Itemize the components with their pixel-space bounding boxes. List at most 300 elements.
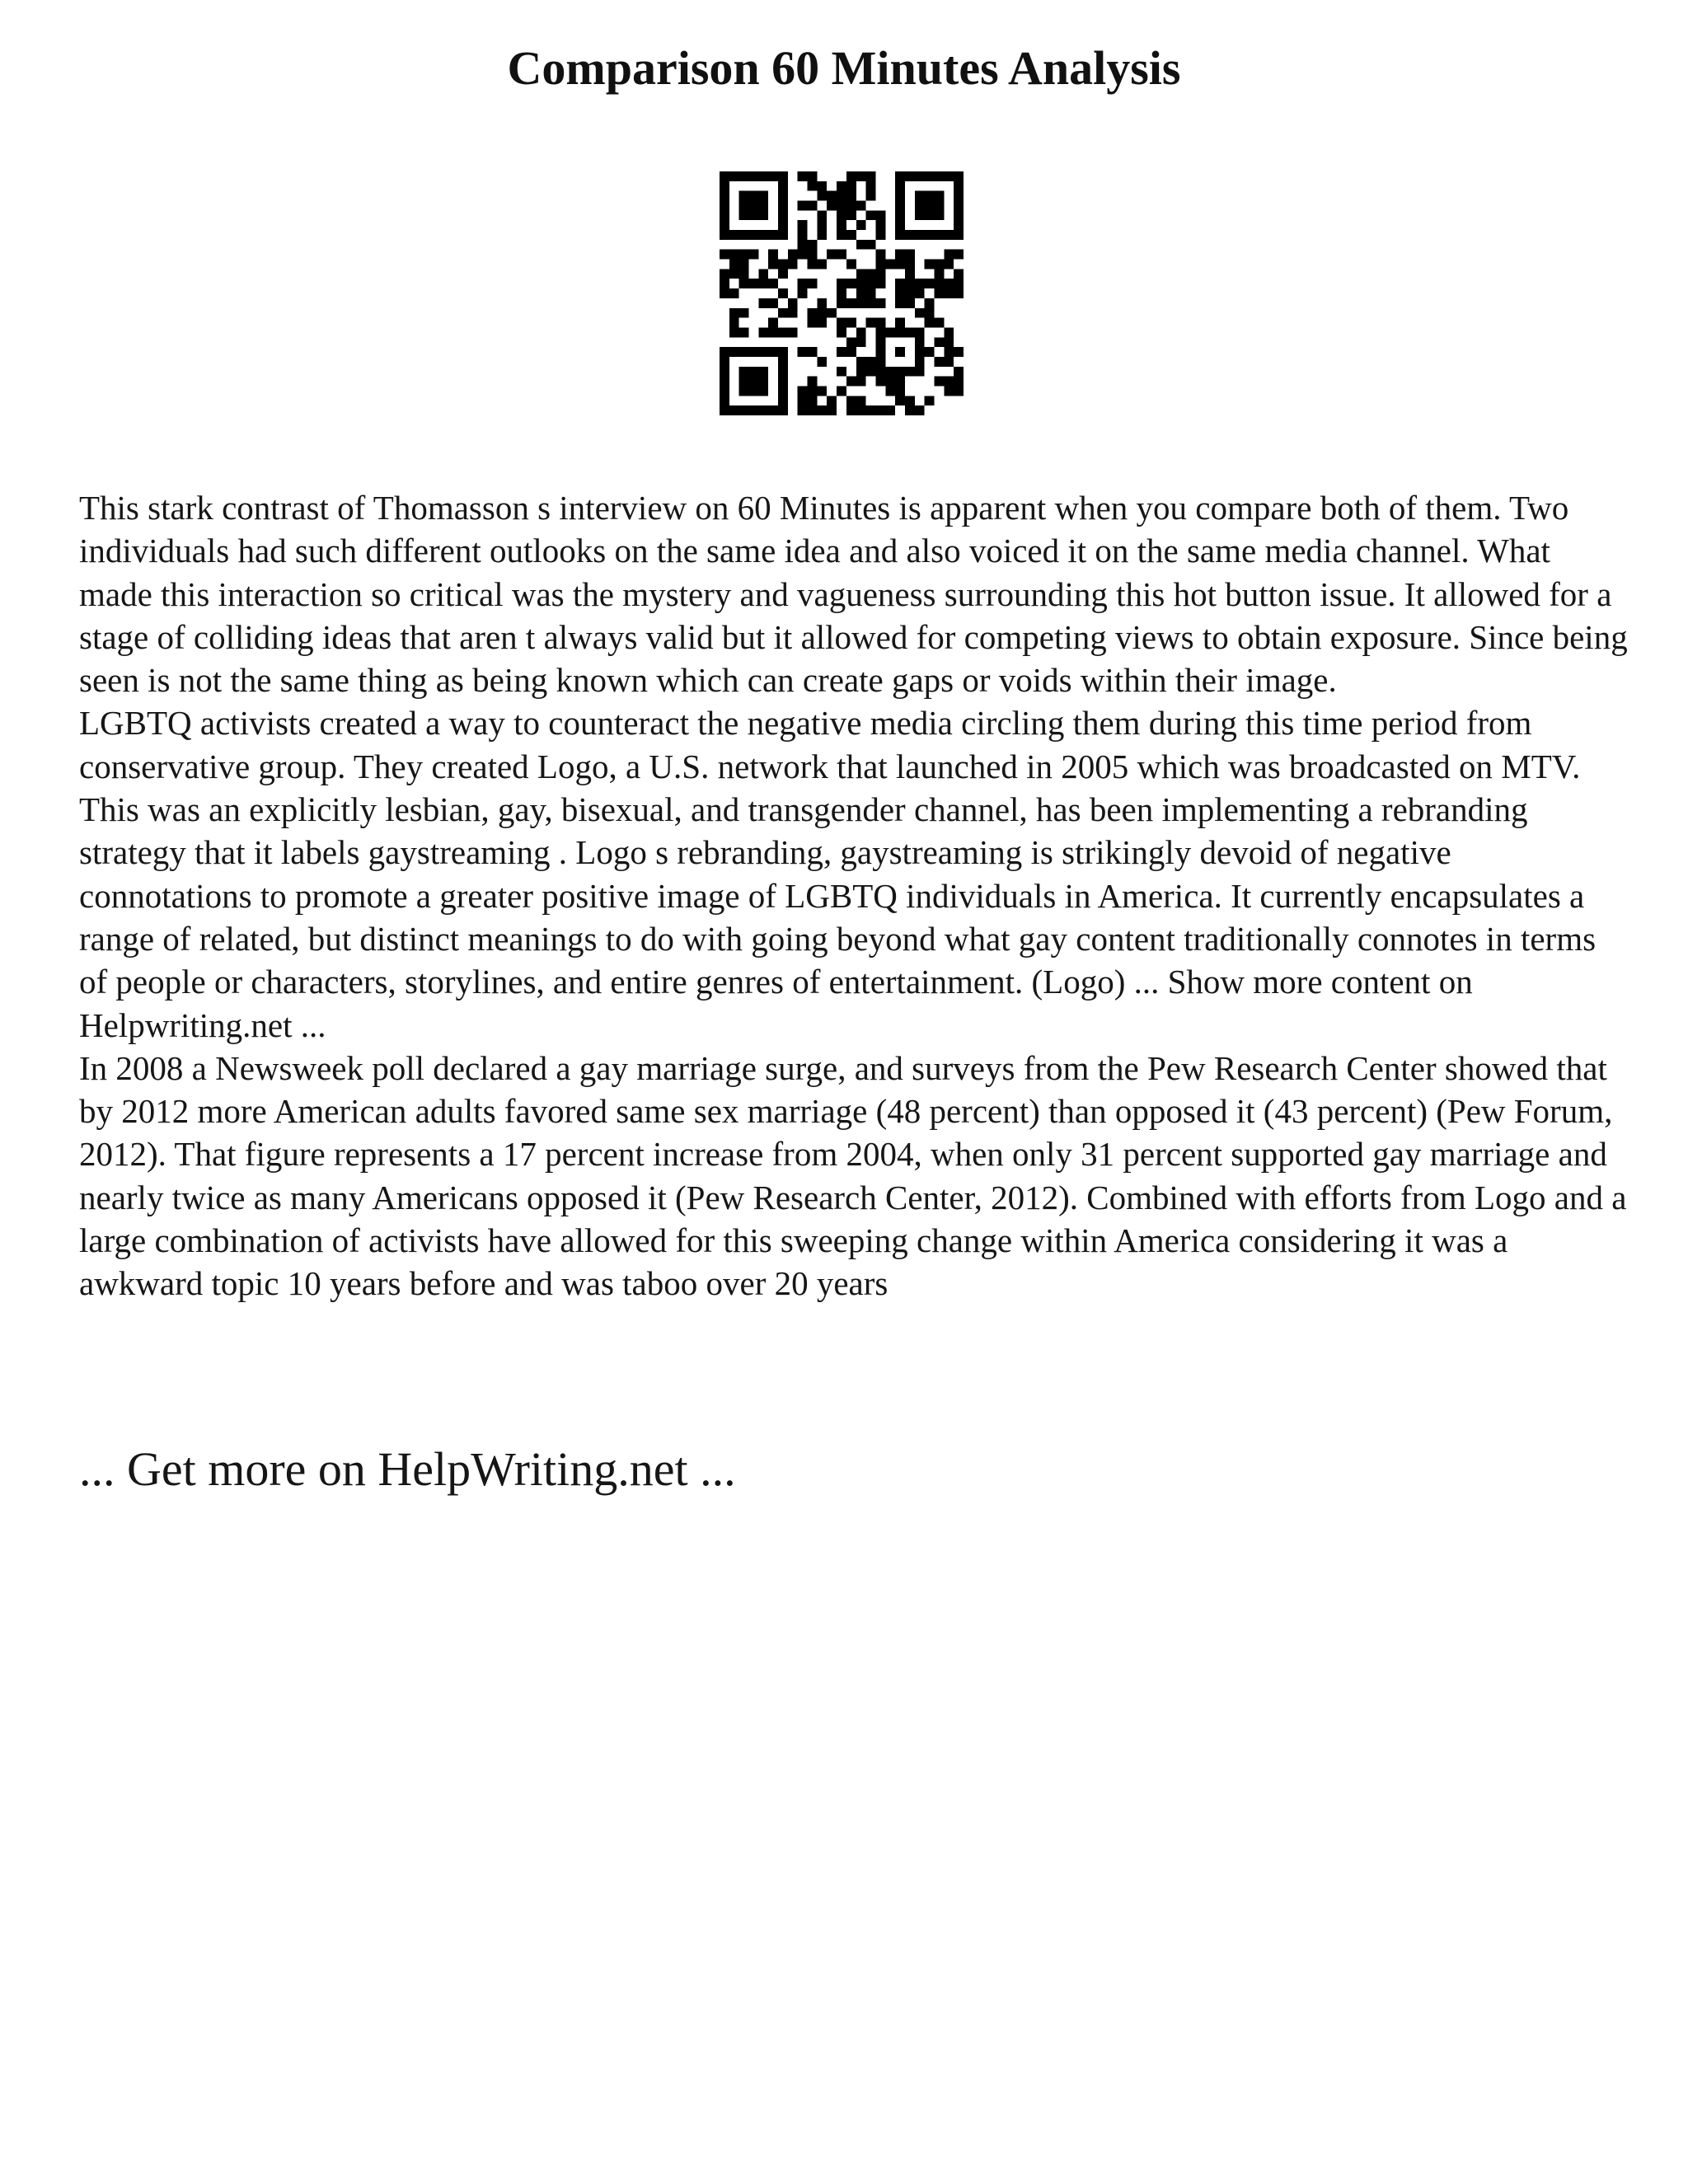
qr-module xyxy=(758,279,768,288)
qr-module xyxy=(934,201,944,211)
qr-module xyxy=(875,298,885,308)
qr-module xyxy=(720,288,729,298)
qr-module xyxy=(905,260,915,269)
qr-module xyxy=(954,210,964,220)
qr-module xyxy=(954,250,964,260)
qr-module xyxy=(954,191,964,201)
qr-module xyxy=(837,279,846,288)
qr-module xyxy=(905,405,915,415)
qr-module xyxy=(798,201,808,211)
qr-module xyxy=(875,250,885,260)
qr-module xyxy=(827,405,837,415)
qr-module xyxy=(944,377,954,387)
qr-module xyxy=(895,181,905,191)
qr-module xyxy=(925,347,935,357)
qr-module xyxy=(925,260,935,269)
qr-module xyxy=(934,269,944,279)
qr-module xyxy=(720,230,729,240)
qr-module xyxy=(798,250,808,260)
qr-module xyxy=(944,230,954,240)
qr-module xyxy=(885,260,895,269)
qr-module xyxy=(808,279,818,288)
qr-module xyxy=(837,327,846,337)
qr-module xyxy=(875,210,885,220)
qr-module xyxy=(739,327,749,337)
qr-module xyxy=(768,230,778,240)
qr-module xyxy=(846,279,856,288)
qr-module xyxy=(720,279,729,288)
qr-module xyxy=(895,298,905,308)
qr-module xyxy=(758,386,768,396)
qr-module xyxy=(846,396,856,405)
qr-module xyxy=(758,405,768,415)
qr-module xyxy=(915,367,925,377)
qr-module xyxy=(846,405,856,415)
qr-module xyxy=(856,288,866,298)
qr-module xyxy=(720,396,729,405)
qr-module xyxy=(866,288,876,298)
qr-module xyxy=(915,308,925,318)
qr-module xyxy=(837,288,846,298)
qr-module xyxy=(856,240,866,250)
qr-module xyxy=(905,279,915,288)
qr-module xyxy=(749,377,759,387)
qr-module xyxy=(817,308,827,318)
qr-module xyxy=(720,220,729,230)
qr-module xyxy=(915,210,925,220)
qr-module xyxy=(749,191,759,201)
qr-module xyxy=(758,171,768,181)
qr-module xyxy=(758,210,768,220)
qr-module xyxy=(885,377,895,387)
qr-module xyxy=(954,279,964,288)
qr-module xyxy=(846,377,856,387)
qr-module xyxy=(915,191,925,201)
qr-module xyxy=(749,367,759,377)
qr-module xyxy=(846,318,856,328)
qr-module xyxy=(915,288,925,298)
qr-module xyxy=(739,210,749,220)
qr-module xyxy=(944,337,954,347)
qr-module xyxy=(778,357,788,367)
qr-module xyxy=(895,171,905,181)
qr-module xyxy=(895,347,905,357)
qr-module xyxy=(720,171,729,181)
qr-module xyxy=(866,191,876,201)
qr-module xyxy=(778,230,788,240)
qr-module xyxy=(954,377,964,387)
qr-module xyxy=(934,191,944,201)
qr-module xyxy=(837,318,846,328)
qr-module xyxy=(798,288,808,298)
qr-module xyxy=(778,347,788,357)
qr-module xyxy=(798,405,808,415)
qr-module xyxy=(720,250,729,260)
qr-module xyxy=(788,308,798,318)
qr-module xyxy=(875,260,885,269)
qr-module xyxy=(875,279,885,288)
paragraph-1: This stark contrast of Thomasson s interview on 60 Minutes is apparent when you compare both of them. Two individuals had such different outlooks on the same idea and also voiced it on the same media channel. What made this interaction so critical was the mystery and vagueness surrounding this hot button issue. It allowed for a stage of colliding ideas that aren t always valid but it allowed for competing views to obtain exposure. Since being seen is not the same thing as being known which can create gaps or voids within their image. xyxy=(79,489,1628,700)
qr-module xyxy=(846,210,856,220)
qr-module xyxy=(856,327,866,337)
qr-module xyxy=(778,405,788,415)
qr-module xyxy=(925,308,935,318)
qr-module xyxy=(739,171,749,181)
qr-module xyxy=(905,396,915,405)
qr-module xyxy=(905,298,915,308)
qr-module xyxy=(749,201,759,211)
get-more-link[interactable]: ... Get more on HelpWriting.net ... xyxy=(79,1442,736,1496)
qr-module xyxy=(905,230,915,240)
qr-module xyxy=(905,250,915,260)
qr-module xyxy=(720,269,729,279)
article-body xyxy=(79,486,1629,1305)
qr-module xyxy=(758,298,768,308)
qr-module xyxy=(817,357,827,367)
qr-module xyxy=(866,279,876,288)
qr-module xyxy=(905,367,915,377)
qr-module xyxy=(875,230,885,240)
qr-module xyxy=(944,327,954,337)
qr-module xyxy=(856,298,866,308)
qr-module xyxy=(856,377,866,387)
qr-module xyxy=(798,279,808,288)
qr-module xyxy=(729,230,739,240)
qr-module xyxy=(866,405,876,415)
qr-module xyxy=(778,367,788,377)
qr-module xyxy=(866,240,876,250)
qr-module xyxy=(875,318,885,328)
qr-module xyxy=(944,357,954,367)
qr-module xyxy=(925,279,935,288)
qr-module xyxy=(944,279,954,288)
qr-module xyxy=(905,171,915,181)
qr-module xyxy=(875,327,885,337)
qr-module xyxy=(895,386,905,396)
qr-module xyxy=(934,260,944,269)
qr-module xyxy=(837,250,846,260)
qr-module xyxy=(739,269,749,279)
qr-module xyxy=(875,367,885,377)
qr-module xyxy=(934,279,944,288)
qr-module xyxy=(875,269,885,279)
qr-module xyxy=(808,386,818,396)
qr-module xyxy=(778,171,788,181)
qr-module xyxy=(768,279,778,288)
qr-module xyxy=(749,279,759,288)
qr-module xyxy=(817,260,827,269)
qr-module xyxy=(798,347,808,357)
qr-module xyxy=(905,327,915,337)
qr-module xyxy=(749,405,759,415)
qr-module xyxy=(798,171,808,181)
qr-module xyxy=(758,347,768,357)
qr-module xyxy=(749,386,759,396)
qr-module xyxy=(856,357,866,367)
qr-module xyxy=(915,357,925,367)
qr-module xyxy=(778,181,788,191)
qr-module xyxy=(808,260,818,269)
qr-module xyxy=(808,377,818,387)
qr-module xyxy=(720,347,729,357)
qr-module xyxy=(856,171,866,181)
qr-module xyxy=(817,298,827,308)
qr-module xyxy=(895,191,905,201)
qr-module xyxy=(925,201,935,211)
qr-module xyxy=(788,260,798,269)
qr-module xyxy=(768,405,778,415)
qr-module xyxy=(798,240,808,250)
qr-module xyxy=(768,298,778,308)
qr-module xyxy=(817,386,827,396)
qr-module xyxy=(808,171,818,181)
qr-module xyxy=(778,191,788,201)
qr-module xyxy=(817,220,827,230)
qr-module xyxy=(846,181,856,191)
qr-module xyxy=(837,191,846,201)
qr-module xyxy=(827,396,837,405)
qr-module xyxy=(944,260,954,269)
qr-module xyxy=(798,220,808,230)
qr-module xyxy=(954,201,964,211)
qr-module xyxy=(798,230,808,240)
qr-module xyxy=(925,396,935,405)
qr-code-icon xyxy=(720,171,964,415)
qr-module xyxy=(739,308,749,318)
qr-module xyxy=(827,191,837,201)
qr-module xyxy=(954,367,964,377)
qr-module xyxy=(739,201,749,211)
qr-module xyxy=(866,269,876,279)
qr-module xyxy=(758,327,768,337)
qr-module xyxy=(749,171,759,181)
qr-module xyxy=(934,171,944,181)
qr-module xyxy=(934,210,944,220)
qr-module xyxy=(954,288,964,298)
qr-module xyxy=(866,298,876,308)
qr-module xyxy=(915,337,925,347)
qr-module xyxy=(778,396,788,405)
qr-module xyxy=(808,181,818,191)
qr-module xyxy=(788,327,798,337)
qr-module xyxy=(768,171,778,181)
qr-module xyxy=(885,405,895,415)
qr-module xyxy=(934,357,944,367)
paragraph-3: In 2008 a Newsweek poll declared a gay marriage surge, and surveys from the Pew Research Center showed that by 2012 more American adults favored same sex marriage (48 percent) than opposed it (43 percent) (Pew Forum, 2012). That figure represents a 17 percent increase from 2004, when only 31 percent supported gay marriage and nearly twice as many Americans opposed it (Pew Research Center, 2012). Combined with efforts from Logo and a large combination of activists have allowed for this sweeping change within America considering it was a awkward topic 10 years before and was taboo over 20 years xyxy=(79,1048,1627,1303)
qr-module xyxy=(866,367,876,377)
qr-module xyxy=(895,260,905,269)
qr-module xyxy=(915,171,925,181)
qr-module xyxy=(808,405,818,415)
qr-module xyxy=(954,386,964,396)
qr-module xyxy=(837,181,846,191)
qr-module xyxy=(846,260,856,269)
qr-module xyxy=(875,405,885,415)
qr-module xyxy=(837,220,846,230)
qr-module xyxy=(778,377,788,387)
qr-module xyxy=(934,377,944,387)
qr-module xyxy=(729,269,739,279)
qr-module xyxy=(895,327,905,337)
qr-module xyxy=(808,240,818,250)
qr-module xyxy=(866,171,876,181)
qr-module xyxy=(856,279,866,288)
qr-module xyxy=(749,210,759,220)
qr-module xyxy=(817,210,827,220)
qr-module xyxy=(925,230,935,240)
qr-module xyxy=(778,210,788,220)
qr-module xyxy=(915,230,925,240)
qr-module xyxy=(808,308,818,318)
qr-module xyxy=(778,288,788,298)
qr-module xyxy=(739,250,749,260)
qr-module xyxy=(895,396,905,405)
qr-module xyxy=(749,230,759,240)
qr-module xyxy=(837,298,846,308)
qr-module xyxy=(768,318,778,328)
qr-module xyxy=(729,318,739,328)
qr-module xyxy=(895,230,905,240)
qr-module xyxy=(934,337,944,347)
qr-module xyxy=(827,250,837,260)
qr-module xyxy=(954,230,964,240)
qr-module xyxy=(817,405,827,415)
qr-module xyxy=(739,230,749,240)
qr-module xyxy=(885,386,895,396)
qr-module xyxy=(720,377,729,387)
qr-module xyxy=(895,220,905,230)
qr-module xyxy=(925,171,935,181)
qr-module xyxy=(866,357,876,367)
qr-module xyxy=(720,191,729,201)
qr-module xyxy=(875,347,885,357)
qr-module xyxy=(808,250,818,260)
qr-module xyxy=(720,181,729,191)
qr-module xyxy=(895,201,905,211)
qr-module xyxy=(875,377,885,387)
qr-module xyxy=(817,181,827,191)
qr-module xyxy=(885,327,895,337)
qr-module xyxy=(758,367,768,377)
qr-module xyxy=(798,386,808,396)
qr-module xyxy=(729,405,739,415)
qr-module xyxy=(925,298,935,308)
document-title: Comparison 60 Minutes Analysis xyxy=(507,41,1181,95)
qr-module xyxy=(944,288,954,298)
qr-module xyxy=(729,171,739,181)
qr-module xyxy=(944,250,954,260)
qr-module xyxy=(778,260,788,269)
qr-module xyxy=(915,201,925,211)
qr-module xyxy=(856,201,866,211)
qr-module xyxy=(827,308,837,318)
qr-module xyxy=(758,230,768,240)
qr-module xyxy=(934,318,944,328)
qr-module xyxy=(788,250,798,260)
qr-module xyxy=(915,405,925,415)
qr-module xyxy=(720,367,729,377)
qr-module xyxy=(895,318,905,328)
qr-module xyxy=(905,269,915,279)
qr-module xyxy=(925,210,935,220)
qr-module xyxy=(739,279,749,288)
qr-module xyxy=(856,337,866,347)
qr-module xyxy=(808,318,818,328)
qr-module xyxy=(729,327,739,337)
qr-module xyxy=(827,201,837,211)
qr-module xyxy=(778,308,788,318)
qr-module xyxy=(739,405,749,415)
qr-module xyxy=(866,210,876,220)
qr-module xyxy=(778,201,788,211)
paragraph-2: LGBTQ activists created a way to counteract the negative media circling them during this time period from conservative group. They created Logo, a U.S. network that launched in 2005 which was broadcasted on MTV. This was an explicitly lesbian, gay, bisexual, and transgender channel, has been implementing a rebranding strategy that it labels gaystreaming . Logo s rebranding, gaystreaming is strikingly devoid of negative connotations to promote a greater positive image of LGBTQ individuals in America. It currently encapsulates a range of related, but distinct meanings to do with going beyond what gay content traditionally connotes in terms of people or characters, storylines, and entire genres of entertainment. (Logo) ... Show more content on Helpwriting.net ... xyxy=(79,704,1597,1044)
qr-module xyxy=(856,269,866,279)
qr-module xyxy=(758,191,768,201)
qr-module xyxy=(944,386,954,396)
qr-module xyxy=(778,269,788,279)
qr-module xyxy=(778,386,788,396)
qr-module xyxy=(739,386,749,396)
qr-module xyxy=(846,191,856,201)
qr-module xyxy=(808,396,818,405)
qr-module xyxy=(895,377,905,387)
qr-module xyxy=(817,191,827,201)
qr-module xyxy=(778,220,788,230)
qr-module xyxy=(837,367,846,377)
qr-module xyxy=(768,260,778,269)
qr-module xyxy=(846,201,856,211)
qr-module xyxy=(739,347,749,357)
qr-module xyxy=(895,367,905,377)
qr-module xyxy=(758,201,768,211)
qr-module xyxy=(934,288,944,298)
qr-module xyxy=(885,367,895,377)
qr-module xyxy=(954,181,964,191)
qr-module xyxy=(866,318,876,328)
qr-module xyxy=(837,201,846,211)
qr-module xyxy=(925,191,935,201)
qr-module xyxy=(808,347,818,357)
qr-module xyxy=(895,288,905,298)
qr-module xyxy=(915,279,925,288)
qr-module xyxy=(944,171,954,181)
qr-module xyxy=(875,357,885,367)
qr-module xyxy=(895,250,905,260)
qr-module xyxy=(846,230,856,240)
qr-module xyxy=(817,230,827,240)
qr-module xyxy=(778,327,788,337)
qr-module xyxy=(758,269,768,279)
qr-module xyxy=(739,260,749,269)
qr-module xyxy=(915,327,925,337)
qr-module xyxy=(808,201,818,211)
qr-module xyxy=(875,337,885,347)
qr-module xyxy=(954,347,964,357)
qr-module xyxy=(729,260,739,269)
qr-module xyxy=(846,298,856,308)
qr-module xyxy=(837,210,846,220)
qr-module xyxy=(739,367,749,377)
qr-module xyxy=(944,347,954,357)
qr-module xyxy=(875,220,885,230)
qr-module xyxy=(749,250,759,260)
qr-module xyxy=(954,269,964,279)
qr-module xyxy=(729,308,739,318)
qr-module xyxy=(739,191,749,201)
qr-module xyxy=(856,367,866,377)
qr-module xyxy=(720,201,729,211)
qr-module xyxy=(720,357,729,367)
